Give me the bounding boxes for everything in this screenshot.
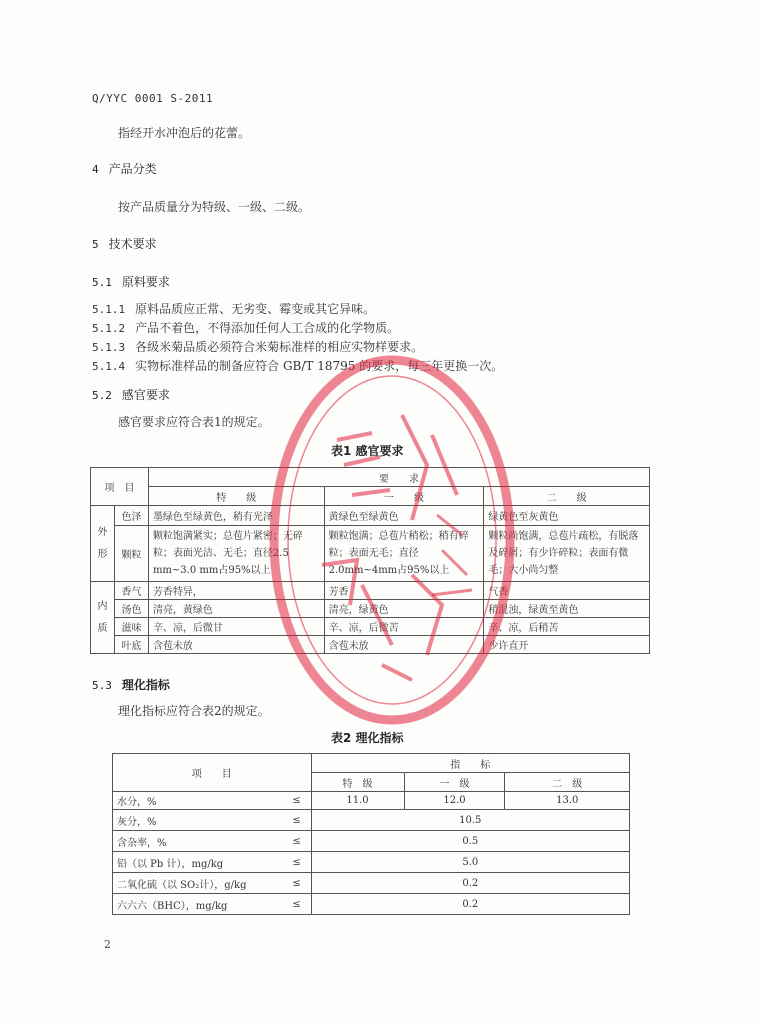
cell: 11.0 xyxy=(311,792,404,810)
document-code: Q/YYC 0001 S-2011 xyxy=(92,92,214,105)
leq-symbol: ≤ xyxy=(283,873,311,894)
cell: 含苞未放 xyxy=(324,636,484,654)
list-item xyxy=(92,300,375,317)
leq-symbol: ≤ xyxy=(283,831,311,852)
table-header-row xyxy=(113,754,630,773)
item-text: 原料品质应正常、无劣变、霉变或其它异味。 xyxy=(135,302,376,316)
table-row xyxy=(113,894,630,915)
table-row xyxy=(113,873,630,894)
table-header-row xyxy=(91,468,650,487)
cell: 清亮，绿黄色 xyxy=(324,600,484,618)
table-2-physicochemical xyxy=(112,753,630,915)
cell: 稍混浊，绿黄至黄色 xyxy=(484,600,650,618)
item-text: 各级米菊品质必须符合米菊标准样的相应实物样要求。 xyxy=(135,340,424,354)
row-label: 叶底 xyxy=(114,636,148,654)
leq-symbol: ≤ xyxy=(283,792,311,810)
table-row xyxy=(113,792,630,810)
section-number: 5.3 xyxy=(92,679,112,692)
header-grade: 二 级 xyxy=(484,487,650,506)
cell: 颗粒饱满；总苞片稍松；稍有碎粒；表面无毛；直径2.0mm~4mm占95%以上 xyxy=(324,526,484,582)
cell: 12.0 xyxy=(404,792,505,810)
cell: 辛、凉，后稍苦 xyxy=(484,618,650,636)
section-5-1-heading xyxy=(92,273,170,290)
header-item: 项 目 xyxy=(113,754,312,792)
cell: 黄绿色至绿黄色 xyxy=(324,506,484,526)
item-text: 实物标准样品的制备应符合 GB/T 18795 的要求，每三年更换一次。 xyxy=(135,359,504,373)
section-5-2-heading xyxy=(92,386,170,403)
item-number: 5.1.1 xyxy=(92,303,126,316)
cell: 芳香特异， xyxy=(148,582,324,600)
row-label: 六六六（BHC），mg/kg xyxy=(113,894,283,915)
header-grade: 二 级 xyxy=(505,773,630,792)
list-item xyxy=(92,338,423,355)
item-number: 5.1.2 xyxy=(92,322,126,335)
table-header-row xyxy=(91,487,650,506)
section-title: 感官要求 xyxy=(121,388,170,402)
intro-line: 指经开水冲泡后的花蕾。 xyxy=(118,126,251,140)
cell: 0.2 xyxy=(311,894,629,915)
table-2-caption: 表2 理化指标 xyxy=(331,731,404,745)
group-label: 内 质 xyxy=(91,582,115,654)
cell: 5.0 xyxy=(311,852,629,873)
cell: 0.5 xyxy=(311,831,629,852)
header-grade: 特 级 xyxy=(311,773,404,792)
header-grade: 一 级 xyxy=(404,773,505,792)
row-label: 水分，% xyxy=(113,792,283,810)
cell: 气香 xyxy=(484,582,650,600)
table-row xyxy=(91,506,650,526)
table-row xyxy=(91,526,650,582)
cell: 少许直开 xyxy=(484,636,650,654)
section-5-3-heading xyxy=(92,676,170,693)
section-number: 5.1 xyxy=(92,276,112,289)
item-number: 5.1.4 xyxy=(92,360,126,373)
row-label: 含杂率，% xyxy=(113,831,283,852)
table-row xyxy=(91,600,650,618)
item-text: 产品不着色，不得添加任何人工合成的化学物质。 xyxy=(135,321,400,335)
item-number: 5.1.3 xyxy=(92,341,126,354)
cell: 颗粒饱满紧实；总苞片紧密；无碎粒；表面光洁、无毛；直径2.5 mm~3.0 mm占95%以上 xyxy=(148,526,324,582)
table-row xyxy=(91,582,650,600)
section-title: 理化指标 xyxy=(121,678,170,692)
row-label: 铅（以 Pb 计），mg/kg xyxy=(113,852,283,873)
cell: 辛、凉，后微甘 xyxy=(148,618,324,636)
table-row xyxy=(113,831,630,852)
cell: 清亮，黄绿色 xyxy=(148,600,324,618)
cell: 0.2 xyxy=(311,873,629,894)
header-item: 项 目 xyxy=(91,468,149,506)
row-label: 二氧化硫（以 SO₂计），g/kg xyxy=(113,873,283,894)
group-label: 外 形 xyxy=(91,506,115,582)
table-row xyxy=(91,636,650,654)
section-4-heading xyxy=(92,160,157,177)
leq-symbol: ≤ xyxy=(283,810,311,831)
cell: 颗粒尚饱满，总苞片疏松，有脱落及碎屑；有少许碎粒；表面有微毛；大小尚匀整 xyxy=(484,526,650,582)
row-label: 滋味 xyxy=(114,618,148,636)
cell: 芳香 xyxy=(324,582,484,600)
table-row xyxy=(91,618,650,636)
table-row xyxy=(113,810,630,831)
header-index: 指 标 xyxy=(311,754,629,773)
row-label: 色泽 xyxy=(114,506,148,526)
header-requirements: 要 求 xyxy=(148,468,649,487)
leq-symbol: ≤ xyxy=(283,894,311,915)
section-title: 原料要求 xyxy=(121,275,170,289)
page-number: 2 xyxy=(104,938,111,951)
header-grade: 特 级 xyxy=(148,487,324,506)
header-grade: 一 级 xyxy=(324,487,484,506)
section-title: 技术要求 xyxy=(108,237,157,251)
table-1-caption: 表1 感官要求 xyxy=(331,444,404,458)
list-item xyxy=(92,357,503,374)
cell: 含苞未放 xyxy=(148,636,324,654)
section-5-heading xyxy=(92,235,157,252)
cell: 绿黄色至灰黄色 xyxy=(484,506,650,526)
row-label: 颗粒 xyxy=(114,526,148,582)
section-number: 5 xyxy=(92,238,99,251)
section-title: 产品分类 xyxy=(108,162,157,176)
leq-symbol: ≤ xyxy=(283,852,311,873)
cell: 10.5 xyxy=(311,810,629,831)
table-1-sensory xyxy=(90,467,650,654)
list-item xyxy=(92,319,399,336)
section-number: 5.2 xyxy=(92,389,112,402)
table-row xyxy=(113,852,630,873)
section-number: 4 xyxy=(92,163,99,176)
section-5-3-body: 理化指标应符合表2的规定。 xyxy=(118,704,270,718)
cell: 辛、凉，后微苦 xyxy=(324,618,484,636)
row-label: 灰分，% xyxy=(113,810,283,831)
section-4-body: 按产品质量分为特级、一级、二级。 xyxy=(118,200,311,214)
cell: 13.0 xyxy=(505,792,630,810)
cell: 墨绿色至绿黄色，稍有光泽 xyxy=(148,506,324,526)
row-label: 汤色 xyxy=(114,600,148,618)
row-label: 香气 xyxy=(114,582,148,600)
section-5-2-body: 感官要求应符合表1的规定。 xyxy=(118,415,270,429)
